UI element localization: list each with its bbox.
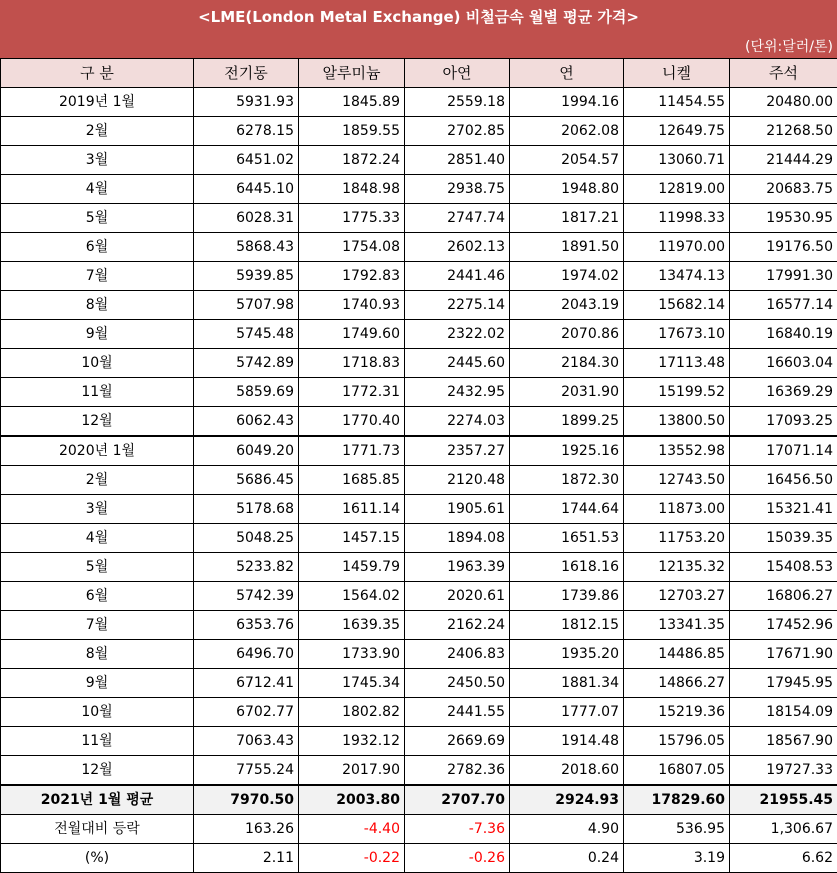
value-cell: 2184.30 xyxy=(510,349,624,378)
value-cell: 1905.61 xyxy=(405,495,510,524)
value-cell: 2602.13 xyxy=(405,233,510,262)
price-table xyxy=(0,58,837,873)
value-cell: 2043.19 xyxy=(510,291,624,320)
value-cell: 1564.02 xyxy=(299,582,405,611)
value-cell: 1859.55 xyxy=(299,117,405,146)
value-cell: 2274.03 xyxy=(405,407,510,437)
value-cell: 19176.50 xyxy=(730,233,837,262)
table-row xyxy=(1,291,837,320)
header-lead: 연 xyxy=(510,59,624,88)
value-cell: 2406.83 xyxy=(405,640,510,669)
value-cell: 1891.50 xyxy=(510,233,624,262)
value-cell: 1718.83 xyxy=(299,349,405,378)
table-row xyxy=(1,233,837,262)
header-aluminum: 알루미늄 xyxy=(299,59,405,88)
table-title: <LME(London Metal Exchange) 비철금속 월별 평균 가격> xyxy=(0,6,837,27)
value-cell: 11873.00 xyxy=(624,495,730,524)
value-cell: 2432.95 xyxy=(405,378,510,407)
value-cell: 15321.41 xyxy=(730,495,837,524)
value-cell: 1925.16 xyxy=(510,436,624,466)
value-cell: 21444.29 xyxy=(730,146,837,175)
row-label: 2021년 1월 평균 xyxy=(1,785,194,815)
value-cell: 5742.89 xyxy=(194,349,299,378)
value-cell: 5859.69 xyxy=(194,378,299,407)
value-cell: 6496.70 xyxy=(194,640,299,669)
value-cell: 13341.35 xyxy=(624,611,730,640)
value-cell: 11998.33 xyxy=(624,204,730,233)
value-cell: 1733.90 xyxy=(299,640,405,669)
header-zinc: 아연 xyxy=(405,59,510,88)
table-row xyxy=(1,378,837,407)
row-label: 4월 xyxy=(1,524,194,553)
value-cell: 6353.76 xyxy=(194,611,299,640)
value-cell: 2062.08 xyxy=(510,117,624,146)
table-row xyxy=(1,524,837,553)
value-cell: 16577.14 xyxy=(730,291,837,320)
value-cell: 2120.48 xyxy=(405,466,510,495)
value-cell: -7.36 xyxy=(405,815,510,844)
value-cell: -4.40 xyxy=(299,815,405,844)
change-row xyxy=(1,815,837,844)
value-cell: 6712.41 xyxy=(194,669,299,698)
value-cell: 15219.36 xyxy=(624,698,730,727)
value-cell: 1771.73 xyxy=(299,436,405,466)
value-cell: 6278.15 xyxy=(194,117,299,146)
value-cell: 12743.50 xyxy=(624,466,730,495)
value-cell: 2702.85 xyxy=(405,117,510,146)
value-cell: 6445.10 xyxy=(194,175,299,204)
value-cell: 1914.48 xyxy=(510,727,624,756)
value-cell: 1872.24 xyxy=(299,146,405,175)
value-cell: 1739.86 xyxy=(510,582,624,611)
value-cell: 2357.27 xyxy=(405,436,510,466)
table-row xyxy=(1,669,837,698)
value-cell: 16807.05 xyxy=(624,756,730,786)
value-cell: 2559.18 xyxy=(405,88,510,117)
value-cell: 2322.02 xyxy=(405,320,510,349)
row-label: 2월 xyxy=(1,117,194,146)
table-row xyxy=(1,88,837,117)
value-cell: 2441.55 xyxy=(405,698,510,727)
value-cell: 17673.10 xyxy=(624,320,730,349)
value-cell: 5939.85 xyxy=(194,262,299,291)
value-cell: 1932.12 xyxy=(299,727,405,756)
value-cell: 1749.60 xyxy=(299,320,405,349)
value-cell: 5686.45 xyxy=(194,466,299,495)
value-cell: 2054.57 xyxy=(510,146,624,175)
value-cell: 5707.98 xyxy=(194,291,299,320)
value-cell: 21955.45 xyxy=(730,785,837,815)
value-cell: 14486.85 xyxy=(624,640,730,669)
value-cell: -0.22 xyxy=(299,844,405,873)
value-cell: 5233.82 xyxy=(194,553,299,582)
row-label: 8월 xyxy=(1,640,194,669)
value-cell: 2669.69 xyxy=(405,727,510,756)
value-cell: 15199.52 xyxy=(624,378,730,407)
value-cell: 2162.24 xyxy=(405,611,510,640)
table-row xyxy=(1,611,837,640)
row-label: 9월 xyxy=(1,320,194,349)
header-nickel: 니켈 xyxy=(624,59,730,88)
value-cell: 6.62 xyxy=(730,844,837,873)
value-cell: 6702.77 xyxy=(194,698,299,727)
value-cell: 1817.21 xyxy=(510,204,624,233)
row-label: 3월 xyxy=(1,495,194,524)
table-row xyxy=(1,349,837,378)
value-cell: 7063.43 xyxy=(194,727,299,756)
table-row xyxy=(1,727,837,756)
table-row xyxy=(1,466,837,495)
table-row xyxy=(1,640,837,669)
title-banner xyxy=(0,0,837,58)
value-cell: 20683.75 xyxy=(730,175,837,204)
value-cell: 5048.25 xyxy=(194,524,299,553)
value-cell: -0.26 xyxy=(405,844,510,873)
value-cell: 17113.48 xyxy=(624,349,730,378)
row-label: 10월 xyxy=(1,698,194,727)
value-cell: 11970.00 xyxy=(624,233,730,262)
value-cell: 18567.90 xyxy=(730,727,837,756)
value-cell: 6451.02 xyxy=(194,146,299,175)
table-row xyxy=(1,262,837,291)
value-cell: 2070.86 xyxy=(510,320,624,349)
value-cell: 5742.39 xyxy=(194,582,299,611)
value-cell: 19530.95 xyxy=(730,204,837,233)
value-cell: 12703.27 xyxy=(624,582,730,611)
value-cell: 2031.90 xyxy=(510,378,624,407)
value-cell: 4.90 xyxy=(510,815,624,844)
value-cell: 17452.96 xyxy=(730,611,837,640)
row-label: 전월대비 등락 xyxy=(1,815,194,844)
value-cell: 2003.80 xyxy=(299,785,405,815)
value-cell: 5178.68 xyxy=(194,495,299,524)
value-cell: 2747.74 xyxy=(405,204,510,233)
header-tin: 주석 xyxy=(730,59,837,88)
value-cell: 12135.32 xyxy=(624,553,730,582)
value-cell: 536.95 xyxy=(624,815,730,844)
value-cell: 2851.40 xyxy=(405,146,510,175)
value-cell: 6049.20 xyxy=(194,436,299,466)
value-cell: 1459.79 xyxy=(299,553,405,582)
header-category: 구 분 xyxy=(1,59,194,88)
table-body xyxy=(1,88,837,873)
value-cell: 1994.16 xyxy=(510,88,624,117)
value-cell: 1639.35 xyxy=(299,611,405,640)
row-label: 7월 xyxy=(1,262,194,291)
value-cell: 1685.85 xyxy=(299,466,405,495)
row-label: 11월 xyxy=(1,727,194,756)
row-label: 11월 xyxy=(1,378,194,407)
header-row xyxy=(1,59,837,88)
value-cell: 17829.60 xyxy=(624,785,730,815)
value-cell: 6028.31 xyxy=(194,204,299,233)
value-cell: 1963.39 xyxy=(405,553,510,582)
table-row xyxy=(1,146,837,175)
value-cell: 1618.16 xyxy=(510,553,624,582)
value-cell: 2020.61 xyxy=(405,582,510,611)
value-cell: 3.19 xyxy=(624,844,730,873)
value-cell: 13474.13 xyxy=(624,262,730,291)
value-cell: 13552.98 xyxy=(624,436,730,466)
value-cell: 2924.93 xyxy=(510,785,624,815)
table-row xyxy=(1,553,837,582)
value-cell: 16806.27 xyxy=(730,582,837,611)
row-label: 6월 xyxy=(1,233,194,262)
value-cell: 16369.29 xyxy=(730,378,837,407)
row-label: 8월 xyxy=(1,291,194,320)
value-cell: 15039.35 xyxy=(730,524,837,553)
table-row xyxy=(1,436,837,466)
value-cell: 7755.24 xyxy=(194,756,299,786)
row-label: 12월 xyxy=(1,407,194,437)
value-cell: 5868.43 xyxy=(194,233,299,262)
value-cell: 17071.14 xyxy=(730,436,837,466)
value-cell: 0.24 xyxy=(510,844,624,873)
row-label: 5월 xyxy=(1,553,194,582)
value-cell: 1848.98 xyxy=(299,175,405,204)
row-label: 3월 xyxy=(1,146,194,175)
value-cell: 1,306.67 xyxy=(730,815,837,844)
value-cell: 1775.33 xyxy=(299,204,405,233)
value-cell: 1881.34 xyxy=(510,669,624,698)
value-cell: 1872.30 xyxy=(510,466,624,495)
value-cell: 1754.08 xyxy=(299,233,405,262)
table-row xyxy=(1,698,837,727)
value-cell: 1845.89 xyxy=(299,88,405,117)
value-cell: 2445.60 xyxy=(405,349,510,378)
value-cell: 17093.25 xyxy=(730,407,837,437)
value-cell: 2782.36 xyxy=(405,756,510,786)
value-cell: 5931.93 xyxy=(194,88,299,117)
row-label: (%) xyxy=(1,844,194,873)
value-cell: 17671.90 xyxy=(730,640,837,669)
value-cell: 2017.90 xyxy=(299,756,405,786)
value-cell: 15408.53 xyxy=(730,553,837,582)
value-cell: 1772.31 xyxy=(299,378,405,407)
row-label: 2019년 1월 xyxy=(1,88,194,117)
value-cell: 1740.93 xyxy=(299,291,405,320)
row-label: 2월 xyxy=(1,466,194,495)
value-cell: 7970.50 xyxy=(194,785,299,815)
value-cell: 15796.05 xyxy=(624,727,730,756)
row-label: 10월 xyxy=(1,349,194,378)
table-row xyxy=(1,495,837,524)
value-cell: 12819.00 xyxy=(624,175,730,204)
value-cell: 2450.50 xyxy=(405,669,510,698)
percent-row xyxy=(1,844,837,873)
value-cell: 1770.40 xyxy=(299,407,405,437)
value-cell: 1894.08 xyxy=(405,524,510,553)
value-cell: 12649.75 xyxy=(624,117,730,146)
value-cell: 1777.07 xyxy=(510,698,624,727)
value-cell: 2707.70 xyxy=(405,785,510,815)
row-label: 2020년 1월 xyxy=(1,436,194,466)
row-label: 5월 xyxy=(1,204,194,233)
value-cell: 17991.30 xyxy=(730,262,837,291)
table-row xyxy=(1,582,837,611)
value-cell: 1948.80 xyxy=(510,175,624,204)
value-cell: 20480.00 xyxy=(730,88,837,117)
value-cell: 1744.64 xyxy=(510,495,624,524)
value-cell: 19727.33 xyxy=(730,756,837,786)
value-cell: 1611.14 xyxy=(299,495,405,524)
value-cell: 6062.43 xyxy=(194,407,299,437)
value-cell: 1745.34 xyxy=(299,669,405,698)
value-cell: 14866.27 xyxy=(624,669,730,698)
value-cell: 2.11 xyxy=(194,844,299,873)
value-cell: 1651.53 xyxy=(510,524,624,553)
value-cell: 1802.82 xyxy=(299,698,405,727)
value-cell: 1974.02 xyxy=(510,262,624,291)
value-cell: 2018.60 xyxy=(510,756,624,786)
value-cell: 13060.71 xyxy=(624,146,730,175)
table-row xyxy=(1,756,837,786)
value-cell: 13800.50 xyxy=(624,407,730,437)
value-cell: 15682.14 xyxy=(624,291,730,320)
value-cell: 2441.46 xyxy=(405,262,510,291)
table-row xyxy=(1,117,837,146)
row-label: 7월 xyxy=(1,611,194,640)
value-cell: 1792.83 xyxy=(299,262,405,291)
value-cell: 1812.15 xyxy=(510,611,624,640)
unit-note: (단위:달러/톤) xyxy=(745,36,833,56)
row-label: 4월 xyxy=(1,175,194,204)
value-cell: 16603.04 xyxy=(730,349,837,378)
value-cell: 1935.20 xyxy=(510,640,624,669)
row-label: 12월 xyxy=(1,756,194,786)
value-cell: 2938.75 xyxy=(405,175,510,204)
header-copper: 전기동 xyxy=(194,59,299,88)
value-cell: 17945.95 xyxy=(730,669,837,698)
value-cell: 11454.55 xyxy=(624,88,730,117)
value-cell: 5745.48 xyxy=(194,320,299,349)
row-label: 9월 xyxy=(1,669,194,698)
row-label: 6월 xyxy=(1,582,194,611)
value-cell: 1899.25 xyxy=(510,407,624,437)
table-row xyxy=(1,175,837,204)
value-cell: 21268.50 xyxy=(730,117,837,146)
table-row xyxy=(1,320,837,349)
value-cell: 16840.19 xyxy=(730,320,837,349)
value-cell: 2275.14 xyxy=(405,291,510,320)
table-row xyxy=(1,407,837,437)
value-cell: 16456.50 xyxy=(730,466,837,495)
value-cell: 1457.15 xyxy=(299,524,405,553)
average-row xyxy=(1,785,837,815)
table-row xyxy=(1,204,837,233)
value-cell: 11753.20 xyxy=(624,524,730,553)
value-cell: 163.26 xyxy=(194,815,299,844)
value-cell: 18154.09 xyxy=(730,698,837,727)
